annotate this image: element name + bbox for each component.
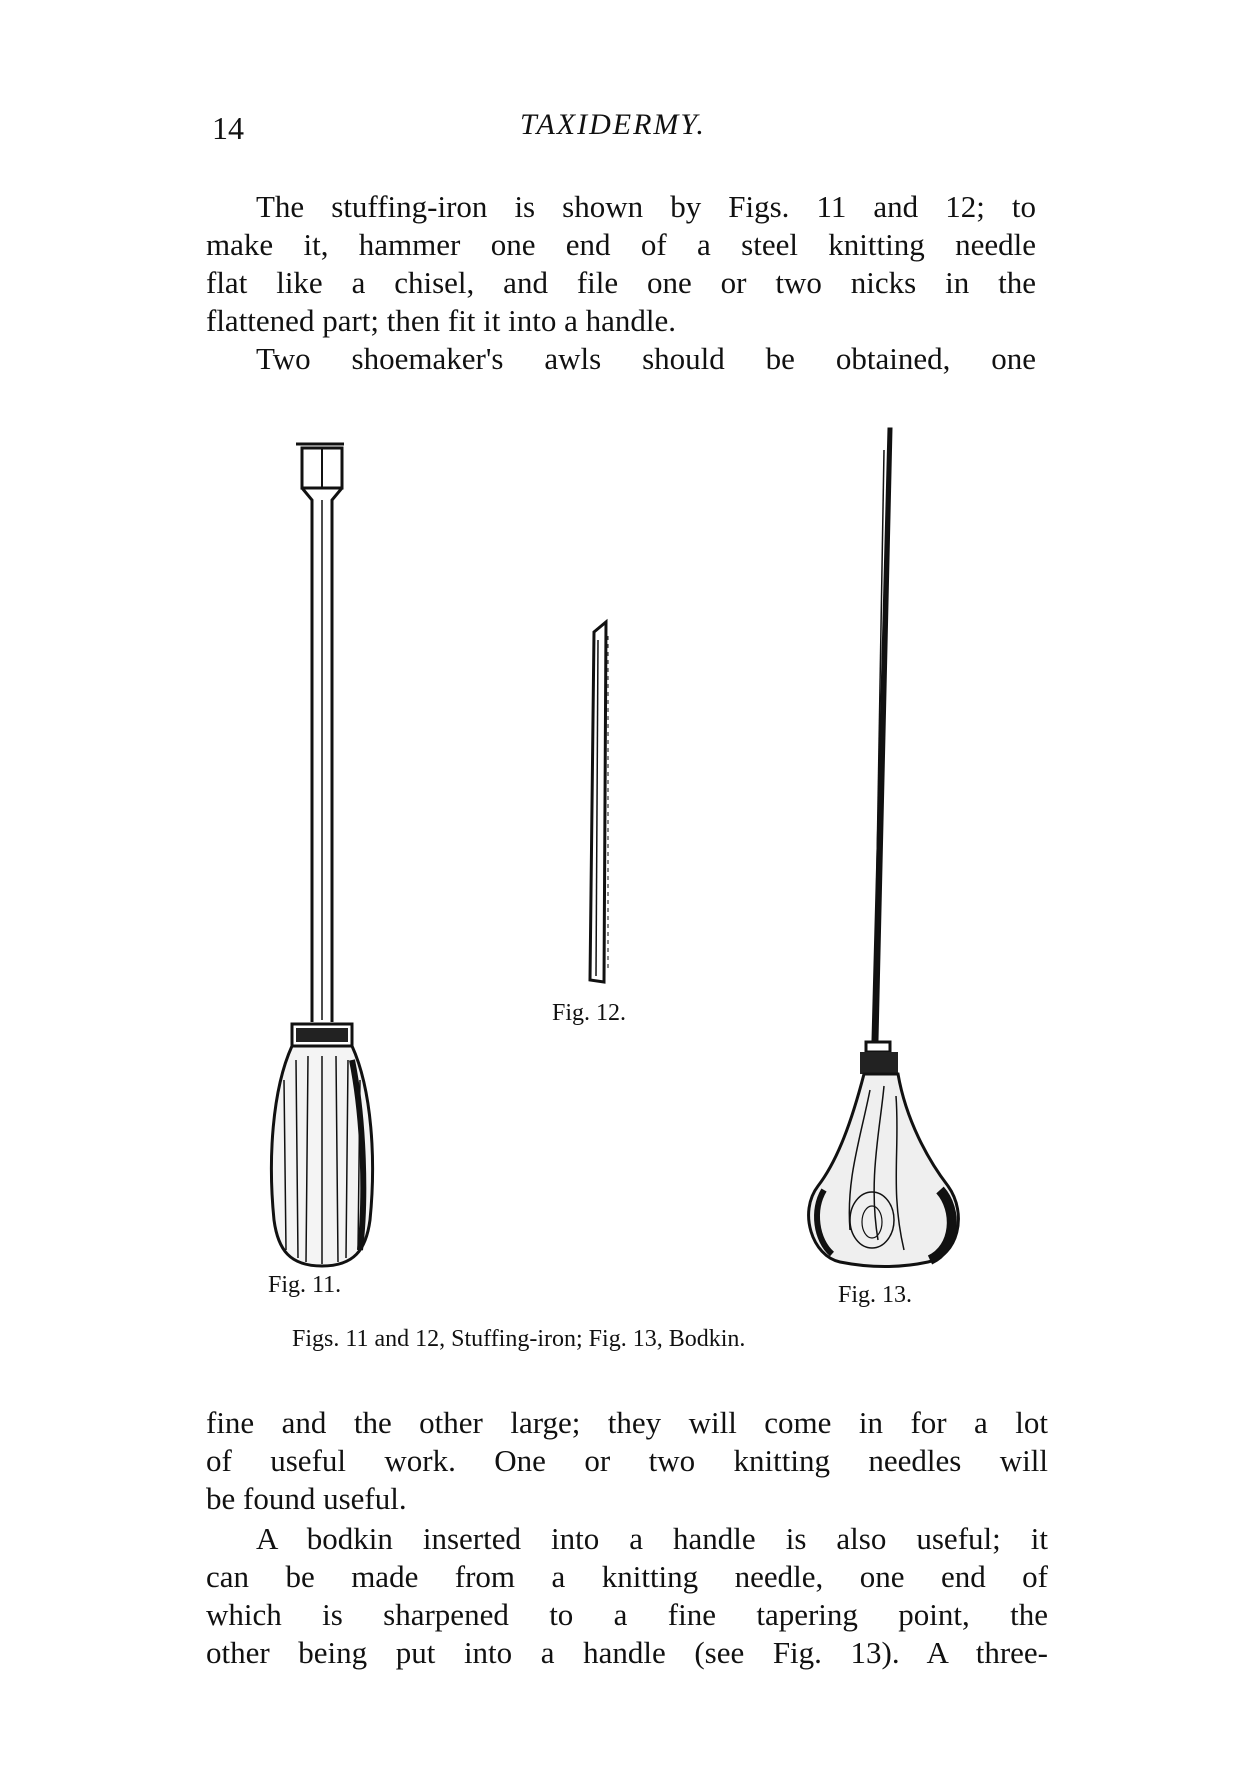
- running-title: TAXIDERMY.: [520, 108, 706, 141]
- text-line: Two shoemaker's awls should be obtained, one: [256, 341, 1036, 376]
- text-line: flattened part; then fit it into a handle.: [206, 303, 677, 338]
- page-number: 14: [212, 110, 244, 146]
- text-line: be found useful.: [206, 1481, 407, 1516]
- bodkin-drawing: [809, 428, 959, 1267]
- fig13-label: Fig. 13.: [838, 1282, 913, 1308]
- text-line: A bodkin inserted into a handle is also useful; it: [256, 1521, 1048, 1556]
- stuffing-iron-drawing: [271, 444, 372, 1266]
- text-line: make it, hammer one end of a steel knitting needle: [206, 227, 1036, 262]
- paragraph-awls: [206, 1404, 1048, 1518]
- stuffing-iron-tip-drawing: [590, 622, 608, 982]
- text-line: can be made from a knitting needle, one end of: [206, 1559, 1048, 1594]
- fig11-label: Fig. 11.: [268, 1272, 342, 1298]
- text-line: flat like a chisel, and file one or two nicks in the: [206, 265, 1036, 300]
- fig12-label: Fig. 12.: [552, 1000, 627, 1026]
- text-line: The stuffing-iron is shown by Figs. 11 and 12; to: [256, 189, 1036, 224]
- text-line: of useful work. One or two knitting needles will: [206, 1443, 1048, 1478]
- text-line: other being put into a handle (see Fig. 13). A three-: [206, 1635, 1048, 1670]
- text-line: fine and the other large; they will come in for a lot: [206, 1405, 1048, 1440]
- text-line: which is sharpened to a fine tapering point, the: [206, 1597, 1048, 1632]
- figure-caption: Figs. 11 and 12, Stuffing-iron; Fig. 13, Bodkin.: [292, 1326, 746, 1352]
- paragraph-bodkin: [206, 1520, 1048, 1672]
